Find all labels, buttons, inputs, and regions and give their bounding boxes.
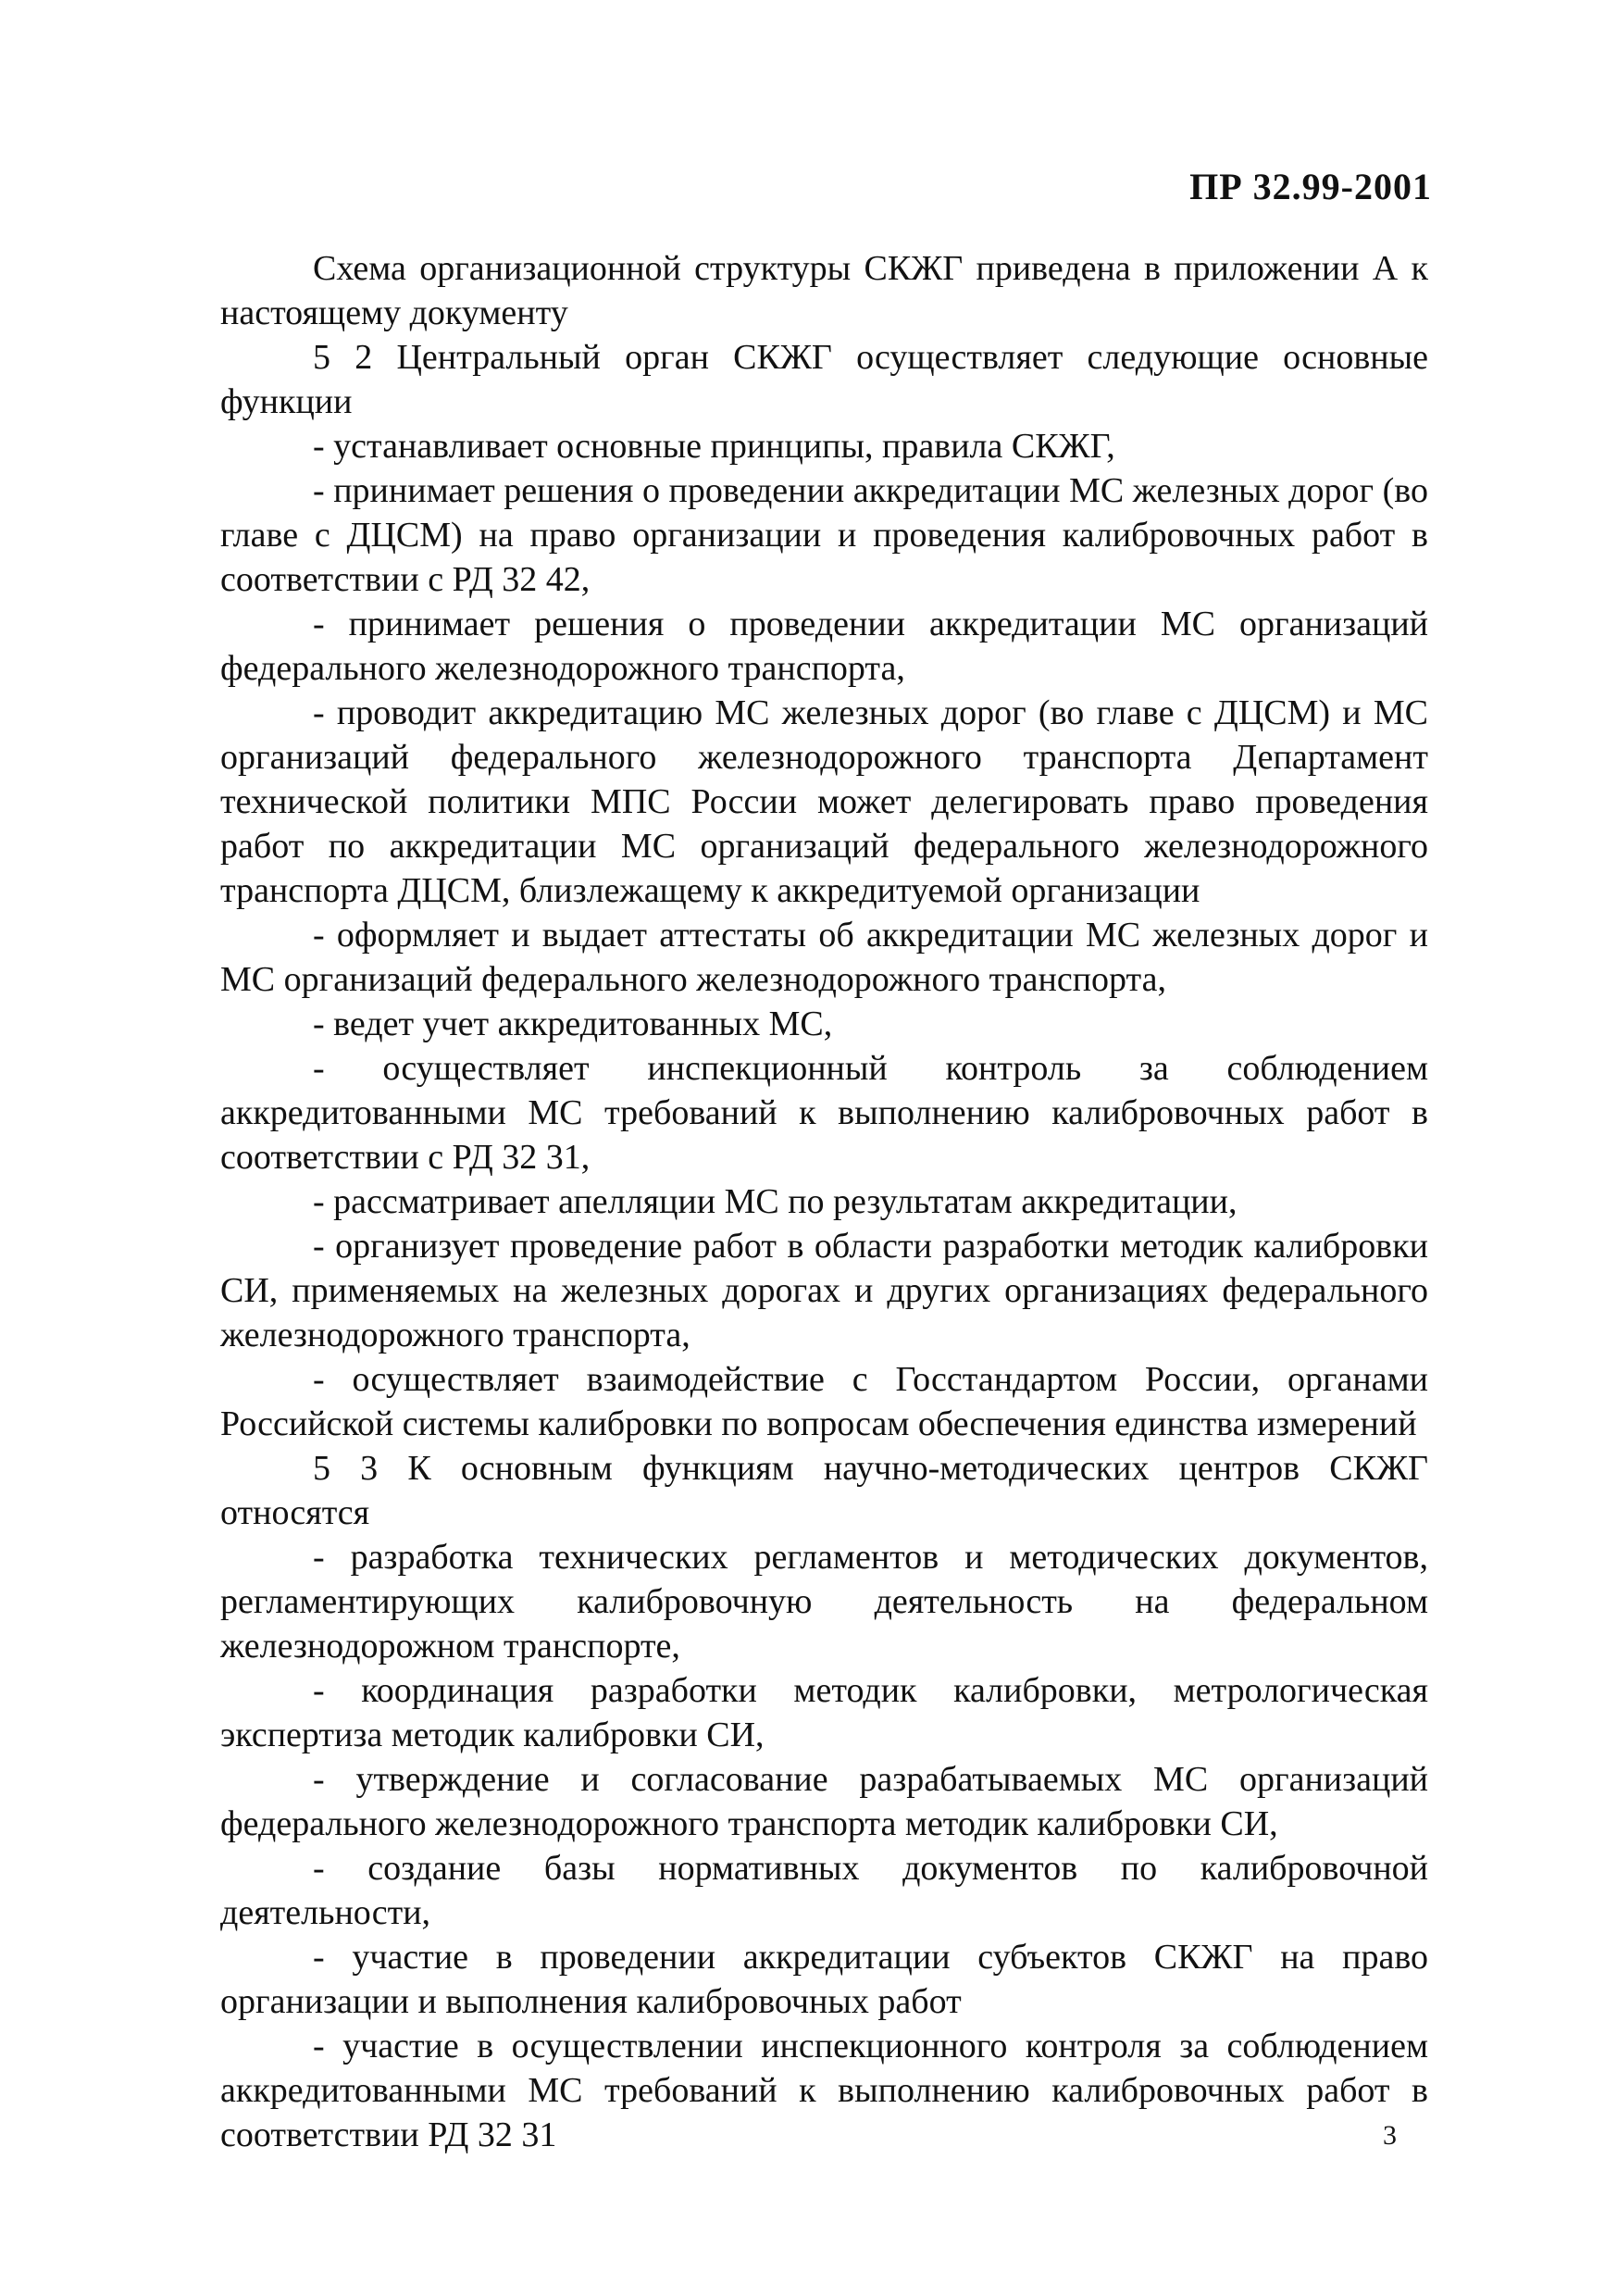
paragraph: - утверждение и согласование разрабатываемых МС организаций федерального железнодорожного транспорта методик калибровки СИ, [220,1760,1428,1843]
document-code: ПР 32.99-2001 [1189,166,1432,207]
paragraph: - участие в проведении аккредитации субъектов СКЖГ на право организации и выполнения калибровочных работ [220,1938,1428,2021]
paragraph: - устанавливает основные принципы, правила СКЖГ, [313,427,1115,466]
paragraph: - осуществляет взаимодействие с Госстандартом России, органами Российской системы калибровки по вопросам обеспечения единства измерений [220,1360,1428,1443]
paragraph: - создание базы нормативных документов по калибровочной деятельности, [220,1849,1428,1932]
paragraph: - проводит аккредитацию МС железных дорог (во главе с ДЦСМ) и МС организаций федерального железнодорожного транспорта Департамент технической политики МПС России может делегировать право проведения работ по аккредитации МС организаций федерального железнодорожного транспорта ДЦСМ, близлежащему к аккредитуемой организации [220,693,1428,910]
paragraph: - координация разработки методик калибровки, метрологическая экспертиза методик калибровки СИ, [220,1671,1428,1754]
paragraph: - участие в осуществлении инспекционного контроля за соблюдением аккредитованными МС требований к выполнению калибровочных работ в соответствии РД 32 31 [220,2027,1428,2154]
paragraph: - организует проведение работ в области разработки методик калибровки СИ, применяемых на железных дорогах и других организациях федерального железнодорожного транспорта, [220,1227,1428,1354]
paragraph: - принимает решения о проведении аккредитации МС железных дорог (во главе с ДЦСМ) на право организации и проведения калибровочных работ в соответствии с РД 32 42, [220,471,1428,599]
paragraph: - принимает решения о проведении аккредитации МС организаций федерального железнодорожного транспорта, [220,605,1428,688]
paragraph: - рассматривает апелляции МС по результатам аккредитации, [313,1182,1238,1221]
paragraph: - оформляет и выдает аттестаты об аккредитации МС железных дорог и МС организаций федерального железнодорожного транспорта, [220,916,1428,999]
paragraph: - ведет учет аккредитованных МС, [313,1004,833,1043]
document-body [220,246,1428,2157]
paragraph: 5 2 Центральный орган СКЖГ осуществляет следующие основные функции [220,338,1428,421]
paragraph: 5 3 К основным функциям научно-методических центров СКЖГ относятся [220,1449,1428,1532]
paragraph: Схема организационной структуры СКЖГ приведена в приложении А к настоящему документу [220,249,1428,332]
paragraph: - осуществляет инспекционный контроль за соблюдением аккредитованными МС требований к выполнению калибровочных работ в соответствии с РД 32 31, [220,1049,1428,1177]
page-number: 3 [1383,2120,1397,2151]
paragraph: - разработка технических регламентов и методических документов, регламентирующих калибровочную деятельность на федеральном железнодорожном транспорте, [220,1538,1428,1666]
